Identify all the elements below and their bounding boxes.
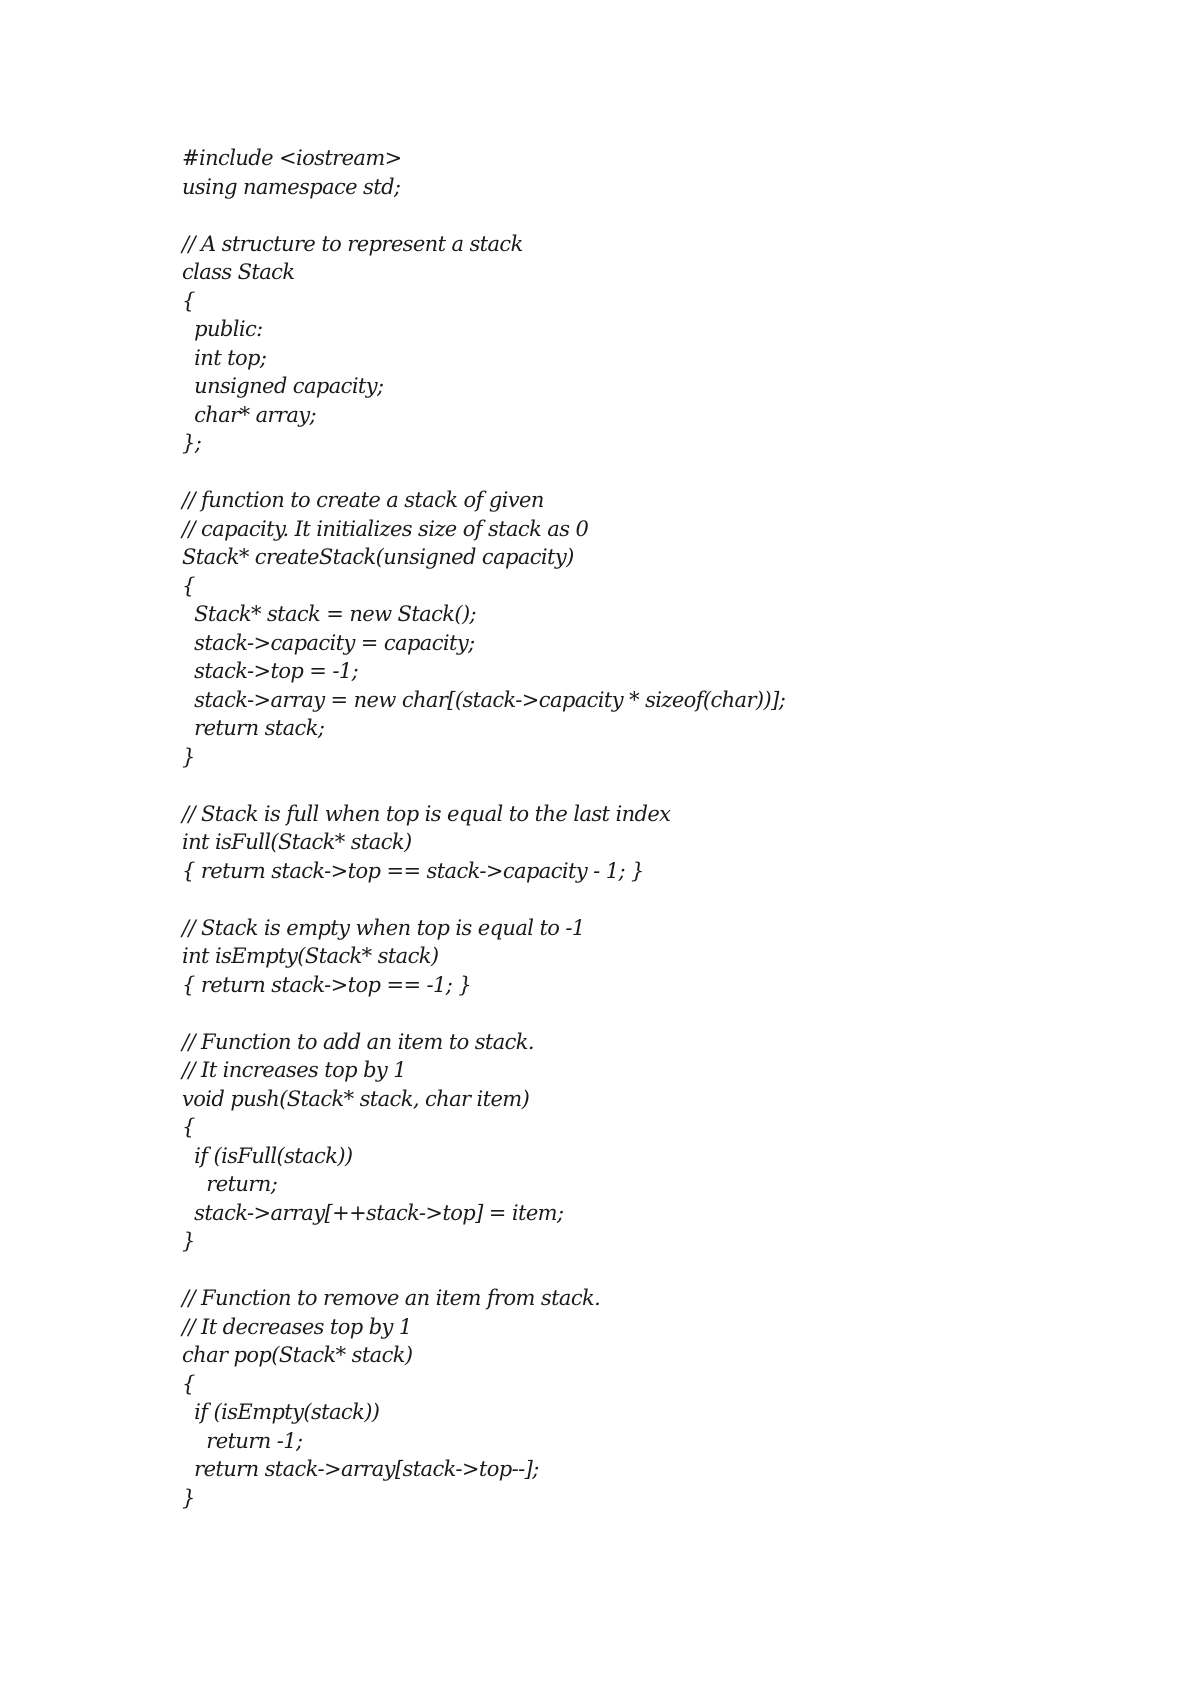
code-line: { — [182, 1115, 195, 1139]
code-line: { return stack->top == stack->capacity - 1; } — [182, 858, 644, 883]
code-line — [182, 1256, 1162, 1285]
code-line: // Stack is full when top is equal to the last index — [182, 801, 671, 826]
code-line: }; — [182, 431, 202, 455]
code-line: } — [182, 744, 195, 769]
code-line: // Function to remove an item from stack. — [182, 1286, 601, 1310]
code-line: // It increases top by 1 — [182, 1058, 407, 1082]
code-block — [182, 144, 1162, 1512]
code-line: stack->top = -1; — [182, 659, 359, 683]
code-line: } — [182, 1229, 195, 1253]
code-line: return stack->array[stack->top--]; — [182, 1457, 539, 1481]
code-line: return; — [182, 1172, 278, 1196]
code-line: using namespace std; — [182, 174, 401, 199]
code-line: char* array; — [182, 402, 317, 427]
code-line: { — [182, 1371, 195, 1396]
code-line: // It decreases top by 1 — [182, 1314, 412, 1339]
code-line: { — [182, 288, 195, 313]
code-line — [182, 885, 1162, 914]
code-line: if (isFull(stack)) — [182, 1143, 353, 1168]
code-line: public: — [182, 317, 263, 341]
code-line: unsigned capacity; — [182, 374, 384, 398]
code-line: { return stack->top == -1; } — [182, 972, 472, 997]
code-line: // A structure to represent a stack — [182, 231, 523, 256]
code-line: char pop(Stack* stack) — [182, 1343, 413, 1367]
code-line: } — [182, 1485, 195, 1510]
code-line: stack->array[++stack->top] = item; — [182, 1200, 564, 1225]
code-line: int isEmpty(Stack* stack) — [182, 944, 439, 968]
code-line: { — [182, 573, 195, 598]
code-line: void push(Stack* stack, char item) — [182, 1086, 530, 1111]
code-line: stack->array = new char[(stack->capacity * sizeof(char))]; — [182, 687, 786, 712]
code-line: // Function to add an item to stack. — [182, 1029, 534, 1054]
code-line — [182, 201, 1162, 230]
code-line: // function to create a stack of given — [182, 488, 544, 512]
code-line: // capacity. It initializes size of stack as 0 — [182, 516, 589, 541]
code-line: int top; — [182, 345, 267, 370]
code-line — [182, 999, 1162, 1028]
code-line: if (isEmpty(stack)) — [182, 1400, 380, 1424]
code-line — [182, 458, 1162, 487]
code-line: return stack; — [182, 716, 325, 740]
code-line: class Stack — [182, 260, 295, 284]
code-line: // Stack is empty when top is equal to -1 — [182, 915, 585, 940]
code-line: Stack* createStack(unsigned capacity) — [182, 545, 574, 569]
code-line: Stack* stack = new Stack(); — [182, 602, 477, 626]
code-line: stack->capacity = capacity; — [182, 630, 475, 655]
code-line: return -1; — [182, 1428, 303, 1453]
code-line — [182, 771, 1162, 800]
code-line: #include <iostream> — [182, 146, 402, 170]
code-line: int isFull(Stack* stack) — [182, 830, 412, 854]
